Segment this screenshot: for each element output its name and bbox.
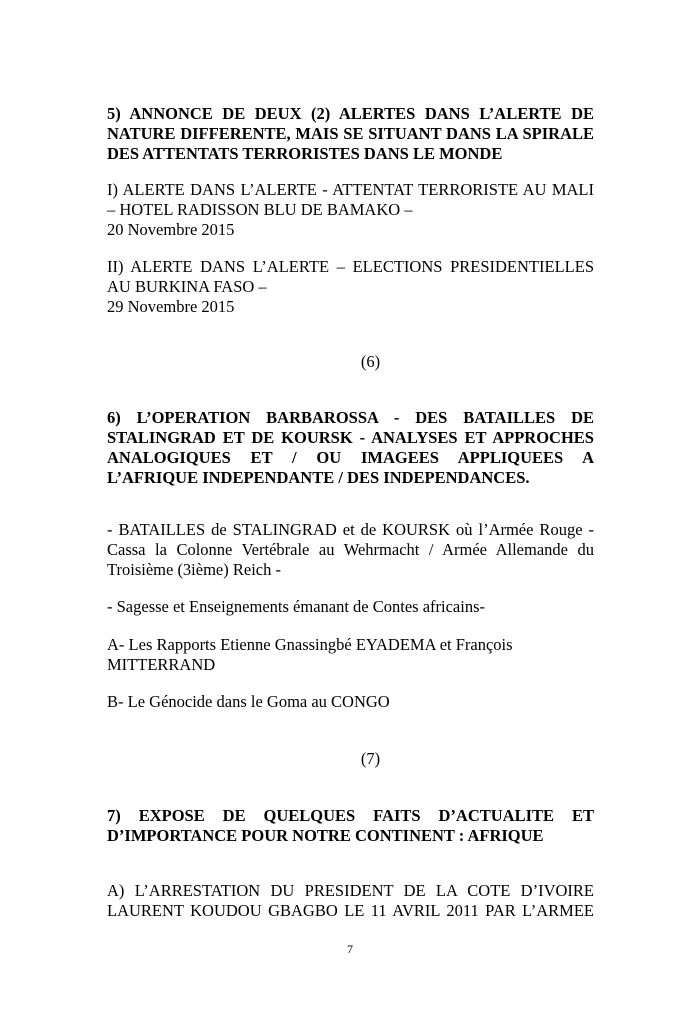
genocide-paragraph (107, 692, 594, 712)
text-line: A) L’ARRESTATION DU PRESIDENT DE LA COTE D’IVOIRE (107, 881, 594, 900)
text-line: AU BURKINA FASO – (107, 277, 267, 296)
text-line: 29 Novembre 2015 (107, 297, 235, 316)
section-5-heading (107, 104, 594, 164)
heading-line: L’AFRIQUE INDEPENDANTE / DES INDEPENDANCES. (107, 468, 530, 487)
text-line: II) ALERTE DANS L’ALERTE – ELECTIONS PRESIDENTIELLES (107, 257, 594, 276)
alert-1-paragraph (107, 180, 594, 240)
section-6-heading (107, 408, 594, 488)
heading-line: DES ATTENTATS TERRORISTES DANS LE MONDE (107, 144, 503, 163)
heading-line: 6) L’OPERATION BARBAROSSA - DES BATAILLES DE (107, 408, 594, 427)
text-line: B- Le Génocide dans le Goma au CONGO (107, 692, 390, 711)
heading-line: 5) ANNONCE DE DEUX (2) ALERTES DANS L’ALERTE DE (107, 104, 594, 123)
text-line: LAURENT KOUDOU GBAGBO LE 11 AVRIL 2011 PAR L’ARMEE (107, 901, 594, 920)
text-line: – HOTEL RADISSON BLU DE BAMAKO – (107, 200, 413, 219)
heading-line: 7) EXPOSE DE QUELQUES FAITS D’ACTUALITE ET (107, 806, 594, 825)
text-line: I) ALERTE DANS L’ALERTE - ATTENTAT TERRORISTE AU MALI (107, 180, 594, 199)
text-line: - BATAILLES de STALINGRAD et de KOURSK où l’Armée Rouge - (107, 520, 594, 539)
alert-2-paragraph (107, 257, 594, 317)
text-line: A- Les Rapports Etienne Gnassingbé EYADEMA et François (107, 635, 513, 654)
page-number: 7 (347, 942, 353, 956)
section-7-heading (107, 806, 594, 846)
relations-paragraph (107, 635, 594, 675)
section-marker-6: (6) (360, 352, 381, 371)
heading-line: ANALOGIQUES ET / OU IMAGEES APPLIQUEES A (107, 448, 594, 467)
battles-paragraph (107, 520, 594, 580)
text-line: 20 Novembre 2015 (107, 220, 235, 239)
heading-line: NATURE DIFFERENTE, MAIS SE SITUANT DANS LA SPIRALE (107, 124, 594, 143)
text-line: - Sagesse et Enseignements émanant de Contes africains- (107, 597, 486, 616)
text-line: Cassa la Colonne Vertébrale au Wehrmacht / Armée Allemande du (107, 540, 594, 559)
heading-line: D’IMPORTANCE POUR NOTRE CONTINENT : AFRIQUE (107, 826, 544, 845)
heading-line: STALINGRAD ET DE KOURSK - ANALYSES ET APPROCHES (107, 428, 594, 447)
wisdom-paragraph (107, 597, 594, 617)
text-line: Troisième (3ième) Reich - (107, 560, 281, 579)
section-marker-7: (7) (360, 749, 381, 768)
text-line: MITTERRAND (107, 655, 216, 674)
arrest-paragraph (107, 881, 594, 921)
